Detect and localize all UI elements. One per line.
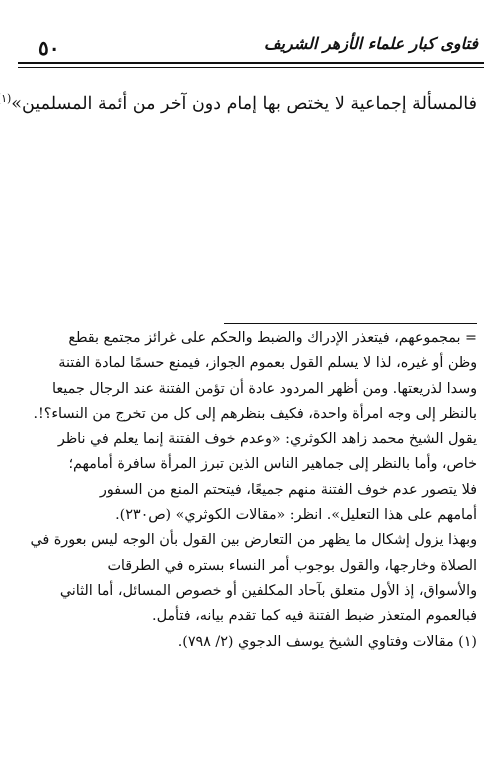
footnotes-block [22,326,477,655]
footnote-line: بالنظر إلى وجه امرأة واحدة، فكيف بنظرهم إلى كل من تخرج من النساء؟!. [33,405,477,422]
footnote-line: وبهذا يزول إشكال ما يظهر من التعارض بين القول بأن الوجه ليس بعورة في [30,532,477,549]
footnote-line: والأسواق، إذ الأول متعلق بآحاد المكلفين أو خصوص المسائل، أما الثاني [59,582,477,599]
main-text: فالمسألة إجماعية لا يختص بها إمام دون آخر من أئمة المسلمين» [11,93,477,114]
footnote-line: فلا يتصور عدم خوف الفتنة منهم جميعًا، فيتحتم المنع من السفور [99,481,477,498]
footnote-line: أمامهم على هذا التعليل». انظر: «مقالات الكوثري» (ص٢٣٠). [115,507,477,524]
page-number: ٥٠ [38,36,60,60]
footnote-line: وسدا لذريعتها. ومن أظهر المردود عادة أن تؤمن الفتنة عند الرجال جميعا [52,380,477,397]
footnote-line: يقول الشيخ محمد زاهد الكوثري: «وعدم خوف الفتنة إنما يعلم في ناظر [57,431,477,448]
footnote-line: = بمجموعهم، فيتعذر الإدراك والضبط والحكم على غرائز مجتمع بقطع [68,330,477,346]
header-rule [18,62,484,64]
footnote-ref: (١ [1,92,12,105]
footnote-line: فبالعموم المتعذر ضبط الفتنة فيه كما تقدم بيانه، فتأمل. [152,608,477,625]
page-header [18,32,484,72]
running-title: فتاوى كبار علماء الأزهر الشريف [263,34,478,53]
main-paragraph [1,84,477,119]
footnote-citation: (١) مقالات وفتاوي الشيخ يوسف الدجوي (٢/ ٧٩٨). [177,633,477,650]
footnote-line: وظن أو غيره، لذا لا يسلم القول بعموم الجواز، فيمنع حسمًا لمادة الفتنة [58,355,477,372]
footnote-separator [224,323,477,324]
footnote-line: خاص، وأما بالنظر إلى جماهير الناس الذين تبرز المرأة سافرة أمامهم؛ [68,456,477,473]
footnote-line: الصلاة وخارجها، والقول بوجوب أمر النساء بستره في الطرقات [107,557,477,574]
header-rule-thin [18,67,484,68]
